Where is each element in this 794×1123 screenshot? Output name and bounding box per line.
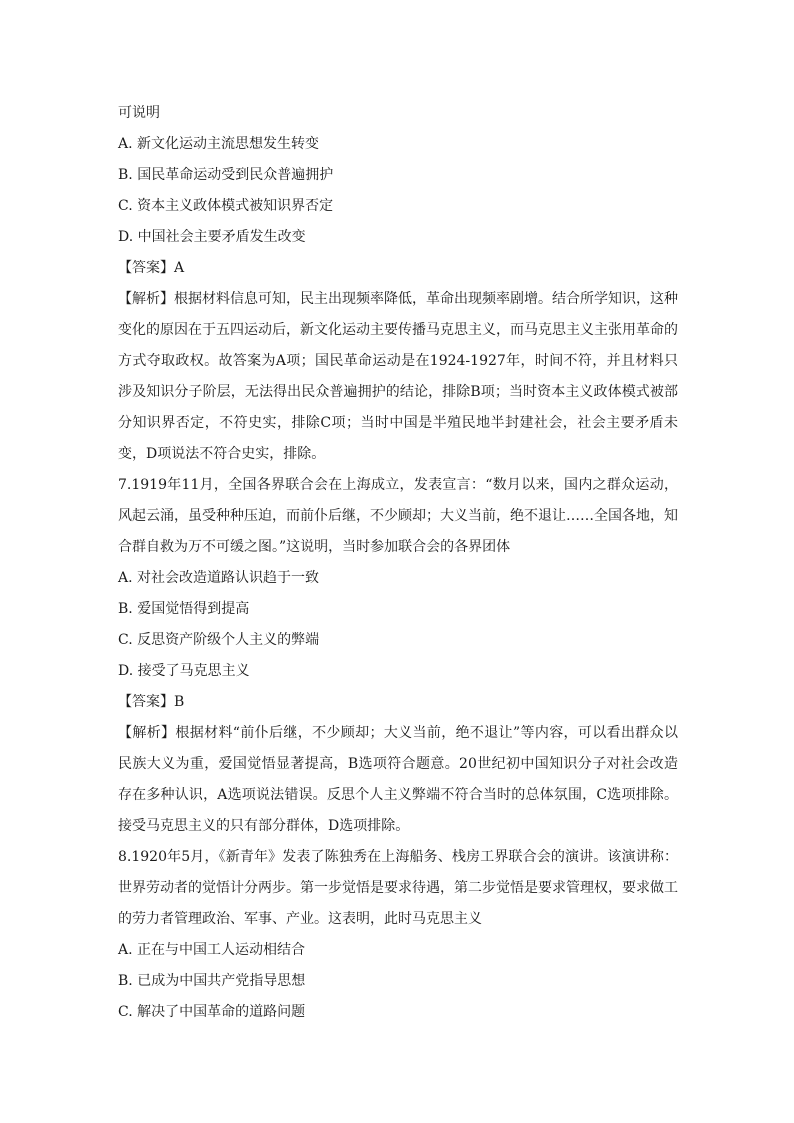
question-8-option-c: C. 解决了中国革命的道路问题 [118, 1004, 306, 1020]
question-7-option-c: C. 反思资产阶级个人主义的弊端 [118, 632, 320, 648]
question-6-answer: 【答案】A [118, 260, 185, 276]
question-7-answer: 【答案】B [118, 694, 185, 710]
question-6-option-c: C. 资本主义政体模式被知识界否定 [118, 198, 334, 214]
question-8-stem: 8.1920年5月，《新青年》发表了陈独秀在上海船务、栈房工界联合会的演讲。该演讲称：世界劳动者的觉悟计分两步。第一步觉悟是要求待遇，第二步觉悟是要求管理权，要求做工的劳力者管理政治、军事、产业。这表明，此时马克思主义 [118, 849, 678, 927]
document-page [118, 98, 678, 1028]
question-6-stem-tail: 可说明 [118, 105, 160, 121]
question-7-option-d: D. 接受了马克思主义 [118, 663, 250, 679]
question-8-option-b: B. 已成为中国共产党指导思想 [118, 973, 306, 989]
question-7-option-a: A. 对社会改造道路认识趋于一致 [118, 570, 320, 586]
question-8-option-a: A. 正在与中国工人运动相结合 [118, 942, 306, 958]
question-6-analysis: 【解析】根据材料信息可知，民主出现频率降低，革命出现频率剧增。结合所学知识，这种变化的原因在于五四运动后，新文化运动主要传播马克思主义，而马克思主义主张用革命的方式夺取政权。故答案为A项；国民革命运动是在1924-1927年，时间不符，并且材料只涉及知识分子阶层，无法得出民众普遍拥护的结论，排除B项；当时资本主义政体模式被部分知识界否定，不符史实，排除C项；当时中国是半殖民地半封建社会，社会主要矛盾未变，D项说法不符合史实，排除。 [118, 291, 678, 462]
question-7-stem: 7.1919年11月，全国各界联合会在上海成立，发表宣言：“数月以来，国内之群众运动，风起云涌，虽受种种压迫，而前仆后继，不少顾却；大义当前，绝不退让……全国各地，知合群自救为万不可缓之图。”这说明，当时参加联合会的各界团体 [118, 477, 678, 555]
question-7-option-b: B. 爱国觉悟得到提高 [118, 601, 250, 617]
question-6-option-a: A. 新文化运动主流思想发生转变 [118, 136, 320, 152]
question-6-option-d: D. 中国社会主要矛盾发生改变 [118, 229, 306, 245]
question-7-analysis: 【解析】根据材料“前仆后继，不少顾却；大义当前，绝不退让”等内容，可以看出群众以民族大义为重，爱国觉悟显著提高，B选项符合题意。20世纪初中国知识分子对社会改造存在多种认识，A选项说法错误。反思个人主义弊端不符合当时的总体氛围，C选项排除。接受马克思主义的只有部分群体，D选项排除。 [118, 725, 678, 834]
question-6-option-b: B. 国民革命运动受到民众普遍拥护 [118, 167, 334, 183]
